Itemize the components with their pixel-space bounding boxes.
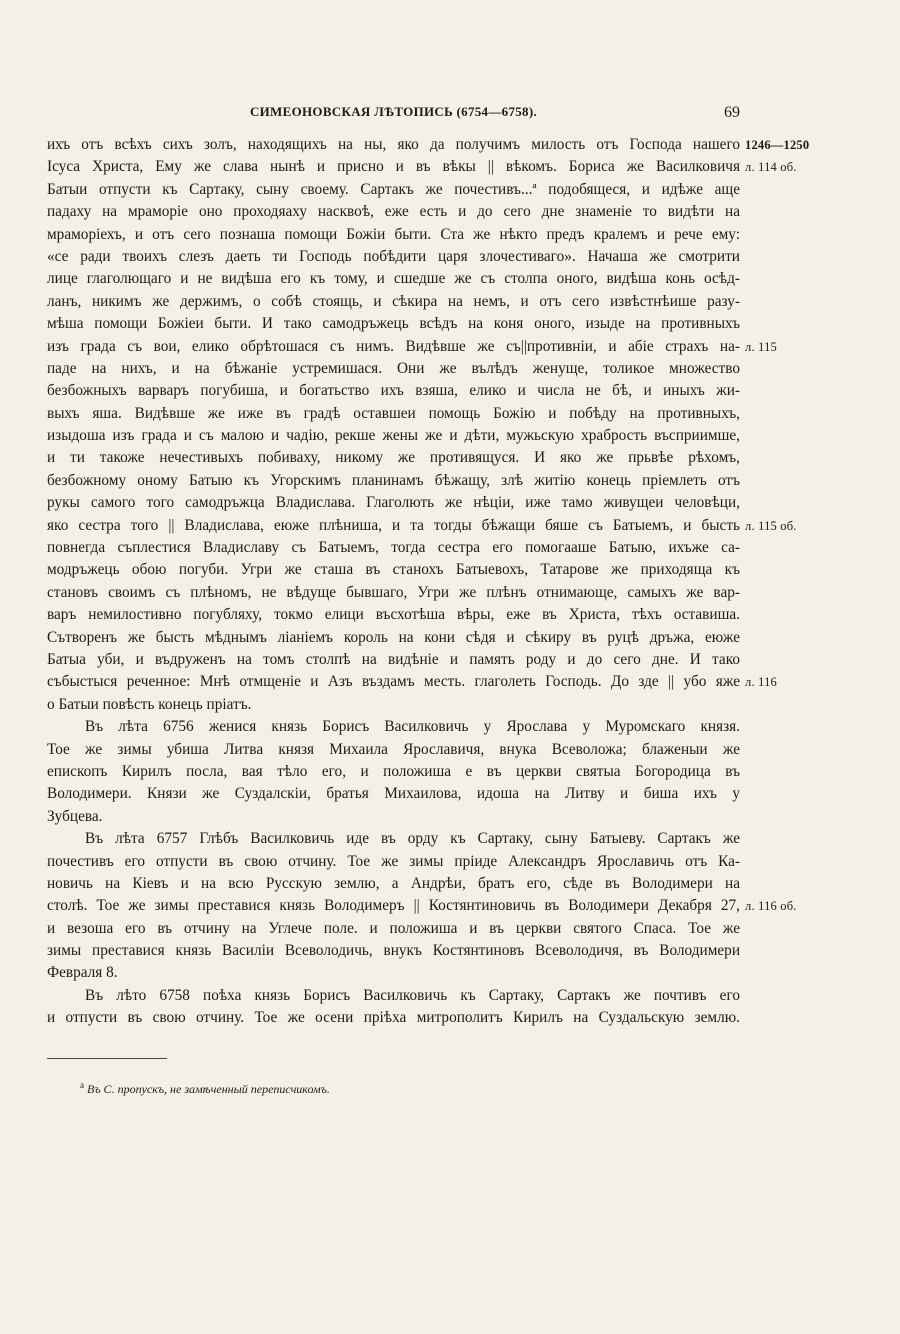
line-text: столѣ. Тое же зимы преставися князь Володимеръ || Костянтиновичь въ Володимери Декабря 27, [47,897,740,915]
text-line [47,268,740,290]
line-text: ихъ отъ всѣхъ сихъ золъ, находящихъ на ны, яко да получимъ милость отъ Господа нашего [47,136,740,153]
line-text: и отпусти въ свою отчину. Тое же осени пріѣха митрополитъ Кирилъ на Суздальскую землю. [47,1009,740,1027]
text-line [47,515,797,537]
line-text: становъ своимъ съ плѣномъ, не вѣдуще бывшаго, Угри же плѣнъ отнимающе, самыхъ же вар- [47,583,740,601]
line-text: Въ лѣта 6757 Глѣбъ Василковичь иде въ орду къ Сартаку, сыну Батыеву. Сартакъ же [85,830,740,848]
text-line [47,671,777,693]
line-text: Тое же зимы убиша Литва князя Михаила Ярославичя, внука Всеволожа; блаженыи же [47,740,740,758]
line-text: Iсуса Христа, Ему же слава нынѣ и присно и въ вѣкы || вѣкомъ. Бориса же Василковичя [47,158,740,176]
text-line [47,425,740,447]
text-line [47,962,740,984]
text-line [47,940,740,962]
margin-folio-note: л. 114 об. [745,160,797,175]
text-line [47,291,740,313]
line-text: мраморіехъ, и отъ сего познаша помощи Божіи быти. Ста же нѣкто предъ кралемъ и рече ему: [47,225,740,243]
text-line [47,1007,740,1029]
text-line [47,447,740,469]
margin-year-range: 1246—1250 [745,138,810,152]
text-line [47,492,740,514]
margin-folio-note: л. 116 [745,675,777,690]
text-line [47,985,740,1007]
text-line [47,380,740,402]
text-line [47,582,740,604]
line-text: епископъ Кирилъ посла, вая тѣло его, и положиша е въ церкви святыа Богородица въ [47,762,740,780]
chronicle-text [47,134,810,1030]
line-text: лице глаголющаго и не видѣша его къ тому, и сшедше же съ столпа оного, видѣша конь осѣд- [47,270,740,288]
text-line [47,851,740,873]
line-text: новичь на Кіевъ и на всю Русскую землю, а Андрѣи, братъ его, сѣде въ Володимери на [47,874,740,892]
text-line [47,179,740,201]
text-line [47,895,797,917]
text-line [47,627,740,649]
text-line [47,649,740,671]
footnote-text: Въ С. пропускъ, не замѣченный переписчикомъ. [87,1082,330,1096]
line-text: «се ради твоихъ слезъ даеть ти Господь побѣдити царя злочестиваго». Начаша же смотрити [47,247,740,265]
text-line [47,694,740,716]
line-text: и везоша его въ отчину на Углече поле. и положиша и въ церкви святого Спаса. Тое же [47,919,740,937]
margin-folio-note: л. 115 [745,339,777,354]
text-line [47,358,740,380]
line-text: изъ града съ вои, елико обрѣтошася съ нимъ. Видѣвше же съ||противніи, и абіе страхъ на- [47,337,740,355]
text-line [47,537,740,559]
text-line [47,604,740,626]
line-text: паде на нихъ, и на бѣжаніе устремишася. Они же вълѣдъ женуще, толикое множество [47,359,740,377]
text-line [47,918,740,940]
line-text: Въ лѣто 6758 поѣха князь Борисъ Василковичь къ Сартаку, Сартакъ же почтивъ его [85,986,740,1004]
text-line [47,470,740,492]
line-text: яко сестра того || Владислава, еюже плѣниша, и та тогды бѣжащи бяше съ Батыемъ, и бысть [47,516,740,534]
line-text: падаху на мраморіе оно проходяаху насквоѣ, еже есть и до сего дне знаменіе то видѣти на [47,203,740,221]
line-text: варъ немилостивно погубляху, токмо елици въсхотѣша вѣры, еже въ Христа, тѣхъ оставиша. [47,606,740,624]
line-text: рукы самого того самодръжца Владислава. Глаголють же нѣціи, иже тамо живущеи человѣци, [47,494,740,512]
footnote-marker: а [80,1080,84,1090]
line-text: мѣша помощи Божіеи быти. И тако самодръжець всѣдъ на коня оного, изыде на противныхъ [47,315,740,333]
line-text: о Батыи повѣсть конець пріатъ. [47,695,252,713]
text-line [47,224,740,246]
text-line [47,313,740,335]
text-line [47,559,740,581]
page-title: СИМЕОНОВСКАЯ ЛѢТОПИСЬ (6754—6758). [249,104,538,119]
text-line [47,336,777,358]
text-line [47,403,740,425]
text-line [47,156,797,178]
margin-folio-note: л. 115 об. [745,518,797,533]
line-text: Февраля 8. [47,964,118,982]
line-text: почестивъ его отпусти въ свою отчину. Тое же зимы пріиде Александръ Ярославичь отъ Ка- [47,852,740,870]
line-text: ланъ, никимъ же держимъ, о собѣ стоящь, и сѣкира на немъ, и отъ сего извѣстнѣише разу- [47,292,740,310]
line-text: и ти такоже нечестивыхъ побиваху, никому же противящуся. И яко же прьвѣе рѣхомъ, [47,449,740,467]
line-text: Батыа уби, и въдруженъ на томъ столпѣ на видѣніе и память роду и до сего дне. И тако [47,650,740,668]
line-text: безбожному оному Батыю къ Угорскимъ планинамъ бѣжащу, злѣ житію конець пріемлеть отъ [47,471,740,489]
line-text: Володимери. Князи же Суздалскіи, братья Михаилова, идоша на Литву и биша ихъ у [47,785,740,803]
text-line [47,134,810,156]
line-text: безбожныхъ варваръ погубиша, и богатьство ихъ взяша, елико и числа не бѣ, и иныхъ жи- [47,382,740,400]
line-text: Батыи отпусти къ Сартаку, сыну своему. Сартакъ же почестивъ...ª подобящеся, и идѣже аще [47,180,740,198]
running-header [47,104,740,128]
text-line [47,246,740,268]
text-line [47,828,740,850]
page-number: 69 [724,104,740,121]
line-text: изыдоша изъ града и съ малою и чадію, рекше жены же и дѣти, мужьскую храбрость въсприимше, [47,427,740,445]
line-text: повнегда съплестися Владиславу съ Батыемъ, тогда сестра его помогааше Батыю, ихъже са- [47,539,740,557]
text-line [47,201,740,223]
footnote-rule [47,1058,167,1059]
line-text: събыстыся реченное: Мнѣ отмщеніе и Азъ въздамъ месть. глаголеть Господь. До зде || убо яже [47,673,740,691]
line-text: Сътворенъ же бысть мѣднымъ ліаніемъ король на кони сѣдя и сѣкиру въ руцѣ дръжа, еюже [47,628,740,646]
text-line [47,783,740,805]
text-line [47,716,740,738]
margin-folio-note: л. 116 об. [745,899,797,914]
line-text: Зубцева. [47,807,103,825]
text-line [47,739,740,761]
line-text: зимы преставися князь Василіи Всеволодичь, внукъ Костянтиновъ Всеволодичя, въ Володимери [47,942,740,960]
text-line [47,873,740,895]
footnote [80,1080,330,1097]
line-text: модръжець обою погуби. Угри же сташа въ станохъ Батыевохъ, Татарове же приходяща къ [47,561,740,579]
text-line [47,806,740,828]
line-text: Въ лѣта 6756 женися князь Борисъ Василковичь у Ярослава у Муромскаго князя. [85,718,740,736]
line-text: выхъ яша. Видѣвше же иже въ градѣ оставшеи помощь Божію и побѣду на противныхъ, [47,404,740,422]
text-line [47,761,740,783]
